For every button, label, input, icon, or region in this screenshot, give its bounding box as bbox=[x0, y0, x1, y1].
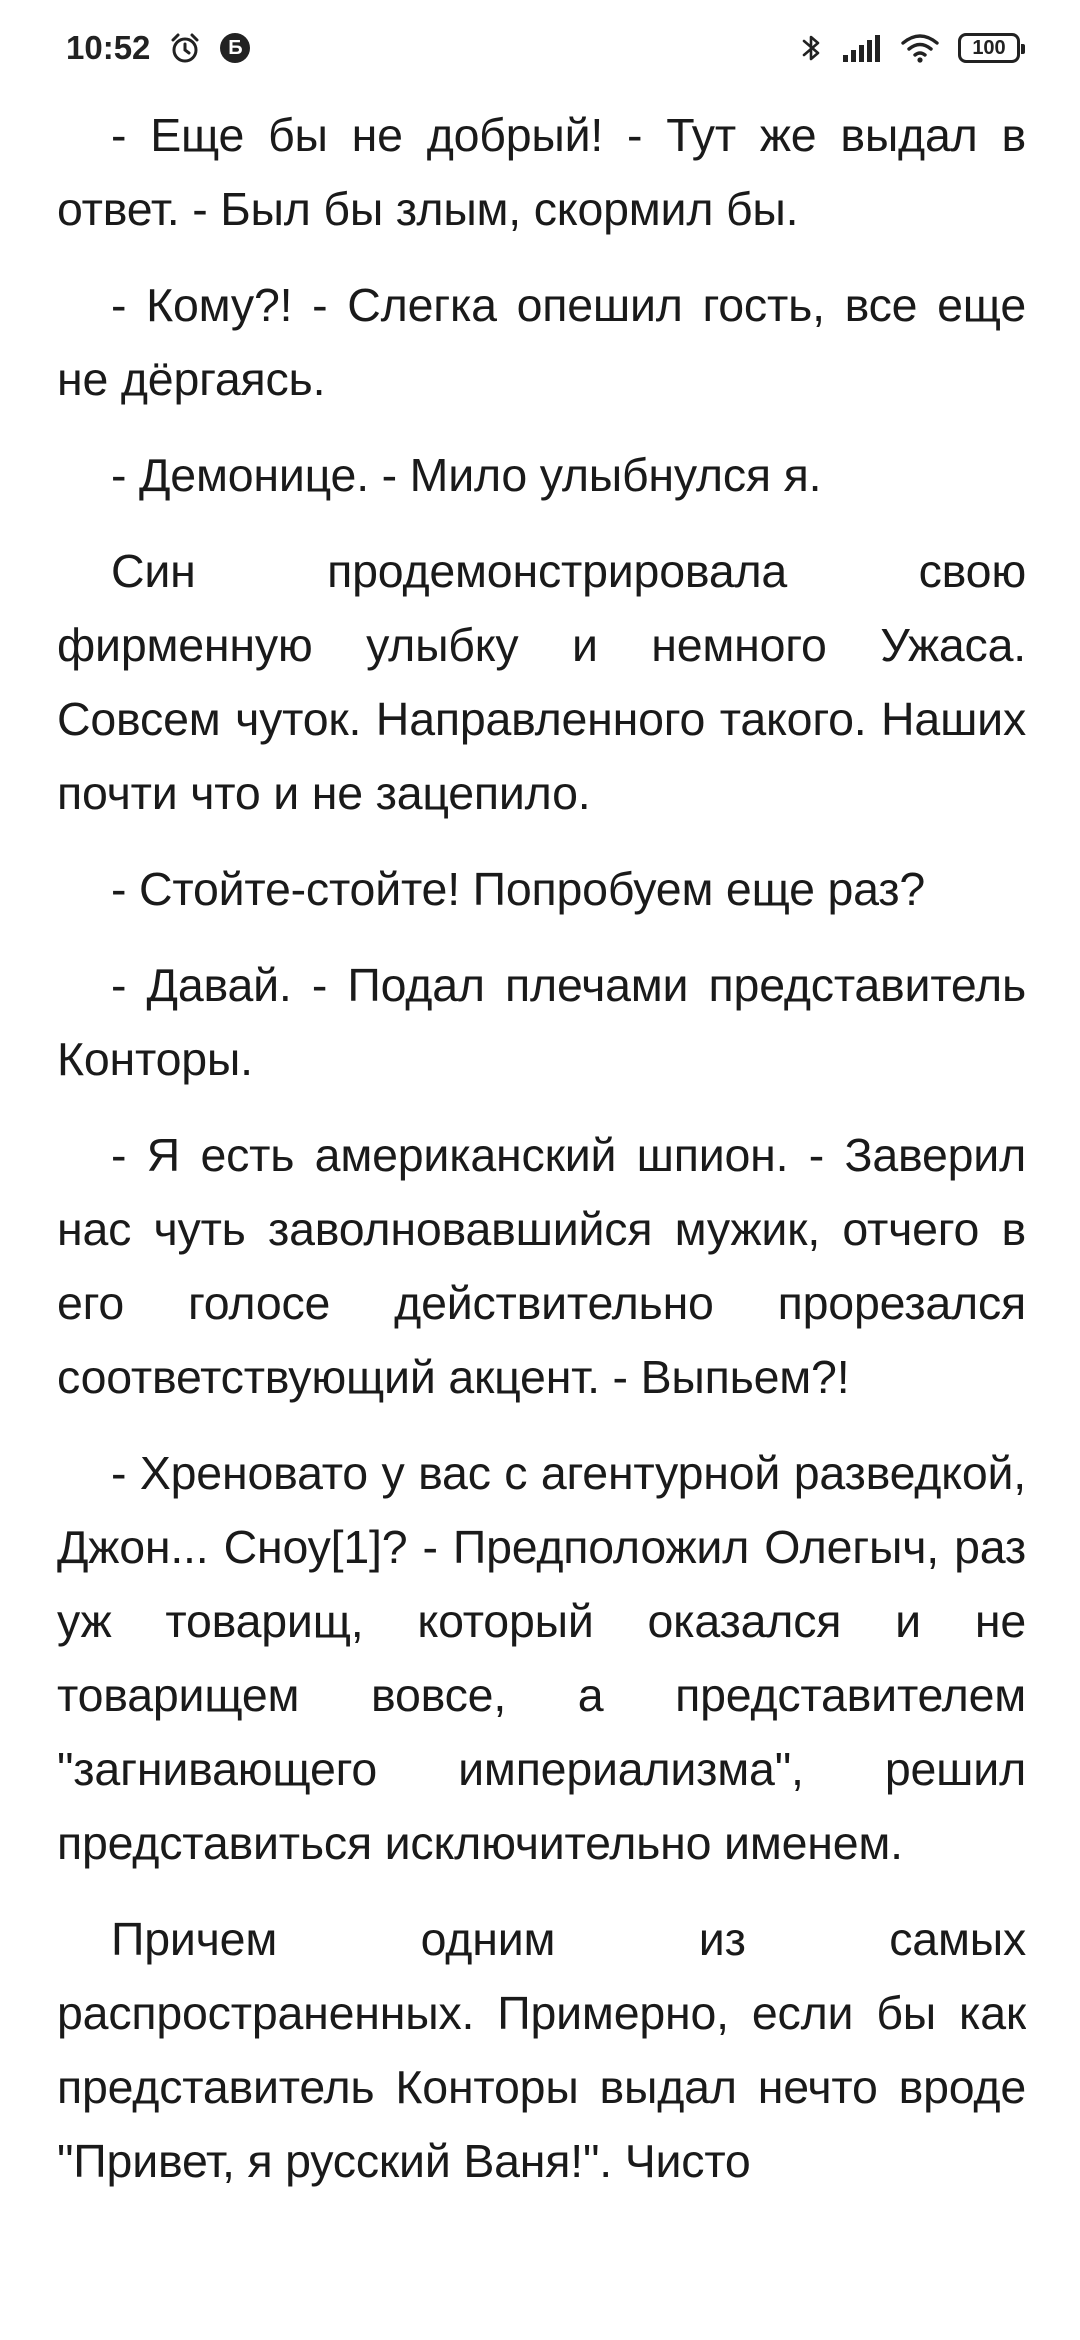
battery-icon: 100 bbox=[958, 33, 1020, 63]
b-badge-icon: Б bbox=[220, 33, 250, 63]
alarm-icon bbox=[168, 31, 202, 65]
status-left bbox=[66, 29, 250, 67]
status-right bbox=[800, 31, 1020, 65]
signal-icon bbox=[842, 33, 882, 63]
book-paragraph: - Я есть американский шпион. - Заверил нас чуть заволновавшийся мужик, отчего в его голосе действительно прорезался соответствующий акцент. - Выпьем?! bbox=[57, 1129, 1026, 1403]
wifi-icon bbox=[900, 32, 940, 64]
status-time: 10:52 bbox=[66, 29, 151, 66]
book-paragraph: Син продемонстрировала свою фирменную улыбку и немного Ужаса. Совсем чуток. Направленного такого. Наших почти что и не зацепило. bbox=[57, 545, 1026, 819]
book-paragraph: - Демонице. - Мило улыбнулся я. bbox=[111, 449, 822, 501]
status-bar bbox=[0, 0, 1080, 96]
book-paragraph: Причем одним из самых распространенных. Примерно, если бы как представитель Конторы выдал нечто вроде "Привет, я русский Ваня!". Чисто bbox=[57, 1913, 1026, 2187]
book-paragraph: - Давай. - Подал плечами представитель Конторы. bbox=[57, 959, 1026, 1085]
bluetooth-icon bbox=[800, 31, 824, 65]
book-paragraph: - Кому?! - Слегка опешил гость, все еще не дёргаясь. bbox=[57, 279, 1026, 405]
book-paragraph: - Стойте-стойте! Попробуем еще раз? bbox=[111, 863, 926, 915]
book-paragraph: - Хреновато у вас с агентурной разведкой, Джон... Сноу[1]? - Предположил Олегыч, раз уж товарищ, который оказался и не товарищем вовсе, а представителем "загнивающего империализма", решил представиться исключительно именем. bbox=[57, 1447, 1026, 1869]
book-paragraph: - Еще бы не добрый! - Тут же выдал в ответ. - Был бы злым, скормил бы. bbox=[57, 109, 1026, 235]
book-reader-page[interactable] bbox=[57, 98, 1026, 2340]
